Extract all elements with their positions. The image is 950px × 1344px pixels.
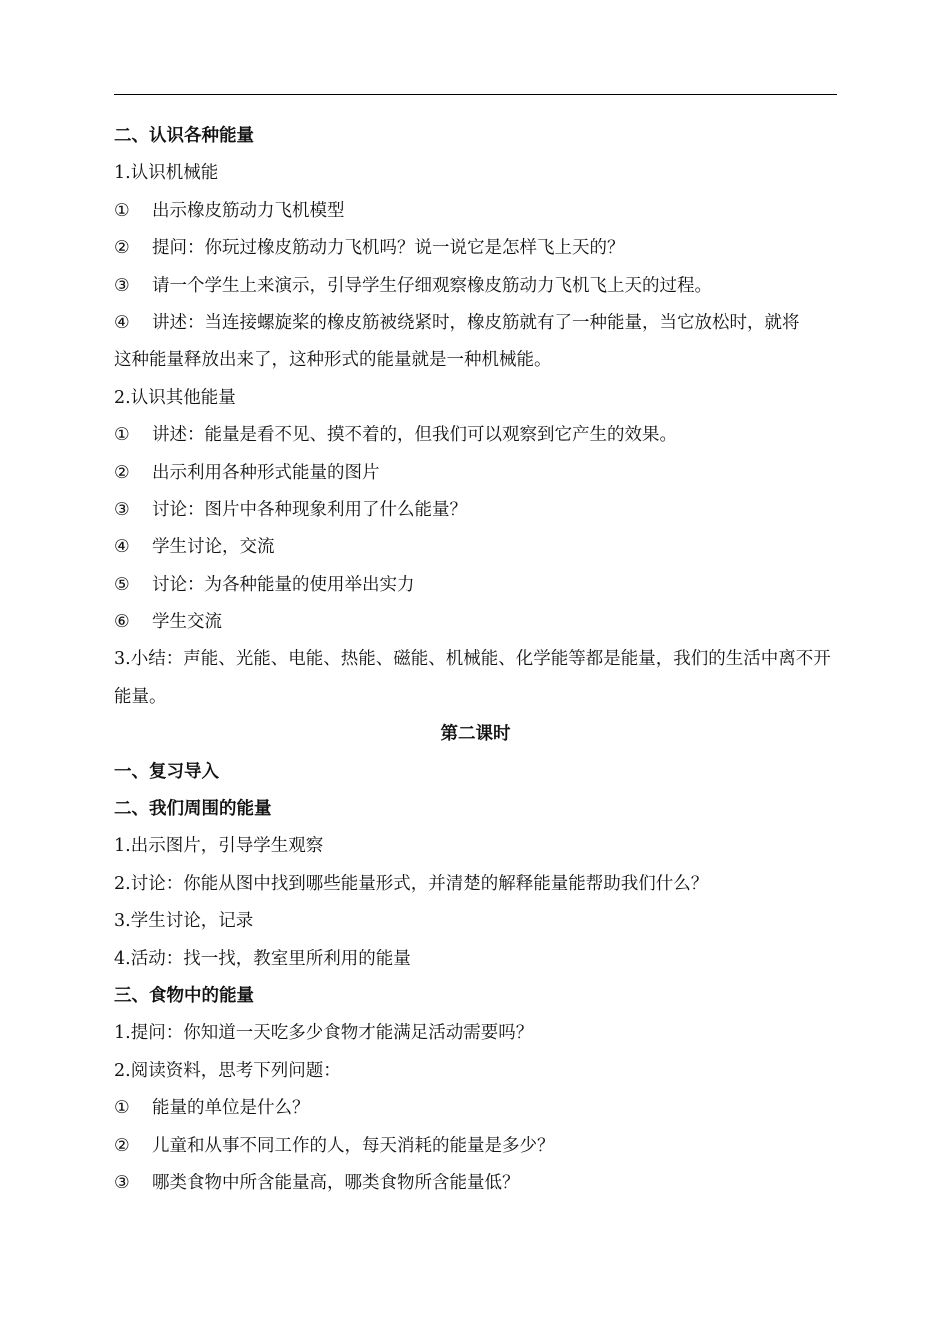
paragraph: 4.活动：找一找，教室里所利用的能量 [114, 948, 411, 969]
item-text: 学生讨论，交流 [152, 537, 275, 558]
paragraph: 1.提问：你知道一天吃多少食物才能满足活动需要吗？ [114, 1023, 534, 1044]
item-marker: ③ [114, 499, 130, 520]
section-heading: 二、认识各种能量 [114, 126, 254, 146]
item-marker: ② [114, 462, 130, 483]
paragraph: 这种能量释放出来了，这种形式的能量就是一种机械能。 [114, 350, 552, 371]
item-text: 提问：你玩过橡皮筋动力飞机吗？说一说它是怎样飞上天的？ [152, 238, 625, 259]
lesson-title: 第二课时 [440, 724, 511, 745]
list-item [114, 455, 837, 492]
document-body [114, 118, 837, 1202]
section-heading: 三、食物中的能量 [114, 985, 254, 1006]
list-item [114, 529, 837, 566]
paragraph: 1.出示图片，引导学生观察 [114, 836, 324, 857]
item-text: 出示利用各种形式能量的图片 [152, 462, 380, 483]
item-text: 请一个学生上来演示，引导学生仔细观察橡皮筋动力飞机飞上天的过程。 [152, 275, 712, 296]
paragraph: 2.认识其他能量 [114, 387, 236, 408]
item-marker: ① [114, 200, 130, 221]
item-text: 学生交流 [152, 612, 222, 633]
list-item [114, 604, 837, 641]
item-marker: ② [114, 238, 130, 259]
paragraph: 3.小结：声能、光能、电能、热能、磁能、机械能、化学能等都是能量，我们的生活中离不开 [114, 649, 831, 670]
list-item [114, 1165, 837, 1202]
paragraph: 3.学生讨论，记录 [114, 911, 254, 932]
section-heading: 一、复习导入 [114, 761, 219, 782]
list-item [114, 492, 837, 529]
item-marker: ④ [114, 312, 130, 333]
item-marker: ⑤ [114, 574, 130, 595]
item-text: 讨论：为各种能量的使用举出实力 [152, 574, 415, 595]
item-marker: ② [114, 1135, 130, 1156]
list-item [114, 305, 837, 342]
item-marker: ③ [114, 1172, 130, 1193]
section-heading: 二、我们周围的能量 [114, 799, 272, 820]
item-text: 能量的单位是什么？ [152, 1098, 310, 1119]
paragraph: 能量。 [114, 686, 167, 707]
list-item [114, 1128, 837, 1165]
item-marker: ⑥ [114, 612, 130, 633]
item-text: 讨论：图片中各种现象利用了什么能量？ [152, 499, 467, 520]
item-marker: ① [114, 425, 130, 446]
item-text: 讲述：能量是看不见、摸不着的，但我们可以观察到它产生的效果。 [152, 425, 677, 446]
item-marker: ① [114, 1098, 130, 1119]
paragraph: 2.阅读资料，思考下列问题： [114, 1060, 341, 1081]
paragraph: 1.认识机械能 [114, 163, 219, 184]
item-text: 讲述：当连接螺旋桨的橡皮筋被绕紧时，橡皮筋就有了一种能量，当它放松时，就将 [152, 312, 800, 333]
list-item [114, 1090, 837, 1127]
item-text: 出示橡皮筋动力飞机模型 [152, 200, 345, 221]
paragraph: 2.讨论：你能从图中找到哪些能量形式，并清楚的解释能量能帮助我们什么？ [114, 873, 709, 894]
item-text: 哪类食物中所含能量高，哪类食物所含能量低？ [152, 1172, 520, 1193]
list-item [114, 567, 837, 604]
item-marker: ③ [114, 275, 130, 296]
list-item [114, 268, 837, 305]
item-marker: ④ [114, 537, 130, 558]
list-item [114, 417, 837, 454]
item-text: 儿童和从事不同工作的人，每天消耗的能量是多少？ [152, 1135, 555, 1156]
header-rule [114, 94, 837, 95]
list-item [114, 230, 837, 267]
list-item [114, 193, 837, 230]
